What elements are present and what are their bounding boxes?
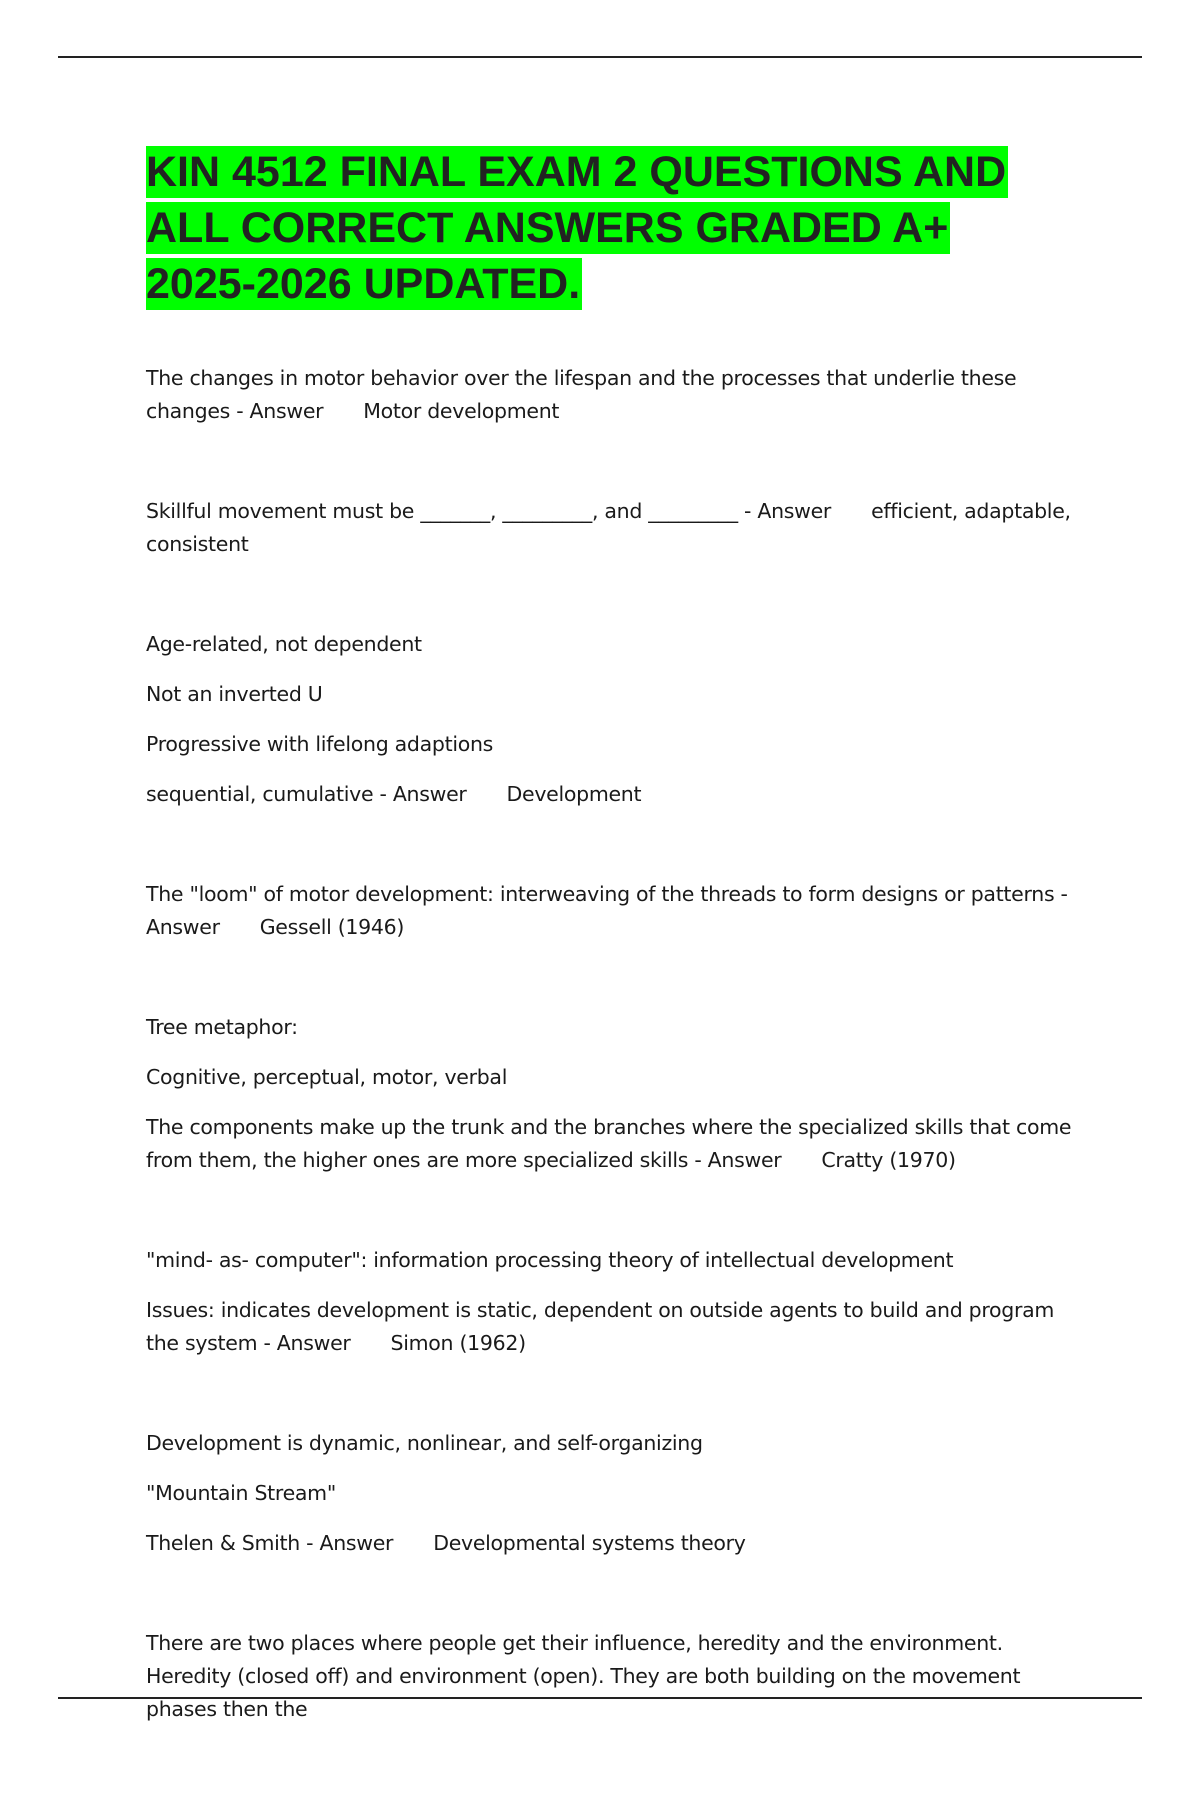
question-line: Age-related, not dependent [146,632,422,656]
qa-list [146,362,1080,1793]
question-line: Not an inverted U [146,682,323,706]
question-text: Skillful movement must be _______, _________, and _________ - Answer [146,499,832,523]
answer-text: Cratty (1970) [821,1148,956,1172]
question-text: Issues: indicates development is static, dependent on outside agents to build and program the system - Answer [146,1298,1055,1355]
answer-text: Developmental systems theory [433,1531,746,1555]
question-line: "Mountain Stream" [146,1481,336,1505]
question-answer-line [146,362,1080,428]
question-text: The changes in motor behavior over the lifespan and the processes that underlie these changes - Answer [146,366,1017,423]
document-title [146,144,1046,312]
answer-text: Gessell (1946) [259,915,405,939]
question-line: Progressive with lifelong adaptions [146,732,494,756]
question-text: The components make up the trunk and the branches where the specialized skills that come from them, the higher ones are more specialized skills - Answer [146,1115,1072,1172]
question-answer-line [146,1111,1080,1177]
answer-text: Development [506,782,642,806]
question-answer-line [146,1627,1080,1726]
question-answer-line [146,778,1080,811]
qa-item [146,628,1080,811]
qa-item [146,362,1080,428]
qa-item [146,495,1080,561]
question-answer-line [146,1294,1080,1360]
question-text: Thelen & Smith - Answer [146,1531,394,1555]
qa-item [146,1244,1080,1360]
question-line: Cognitive, perceptual, motor, verbal [146,1065,508,1089]
title-highlight: KIN 4512 FINAL EXAM 2 QUESTIONS AND ALL CORRECT ANSWERS GRADED A+ 2025-2026 UPDATED. [146,148,1007,308]
qa-item [146,1011,1080,1177]
question-answer-line [146,878,1080,944]
question-line: Development is dynamic, nonlinear, and self-organizing [146,1431,703,1455]
question-answer-line [146,495,1080,561]
answer-text: Motor development [363,399,560,423]
question-text: The "loom" of motor development: interweaving of the threads to form designs or patterns - Answer [146,882,1068,939]
footer-rule [58,1697,1142,1699]
question-text: sequential, cumulative - Answer [146,782,467,806]
question-text: There are two places where people get their influence, heredity and the environment. Heredity (closed off) and environment (open). They are both building on the movement phases then the [146,1631,1021,1721]
header-rule [58,56,1142,58]
question-line: "mind- as- computer": information processing theory of intellectual development [146,1248,954,1272]
qa-item [146,1427,1080,1560]
qa-item [146,1627,1080,1726]
answer-text: efficient, adaptable, consistent [146,499,1071,556]
qa-item [146,878,1080,944]
question-answer-line [146,1527,1080,1560]
question-line: Tree metaphor: [146,1015,298,1039]
answer-text: Simon (1962) [390,1331,526,1355]
